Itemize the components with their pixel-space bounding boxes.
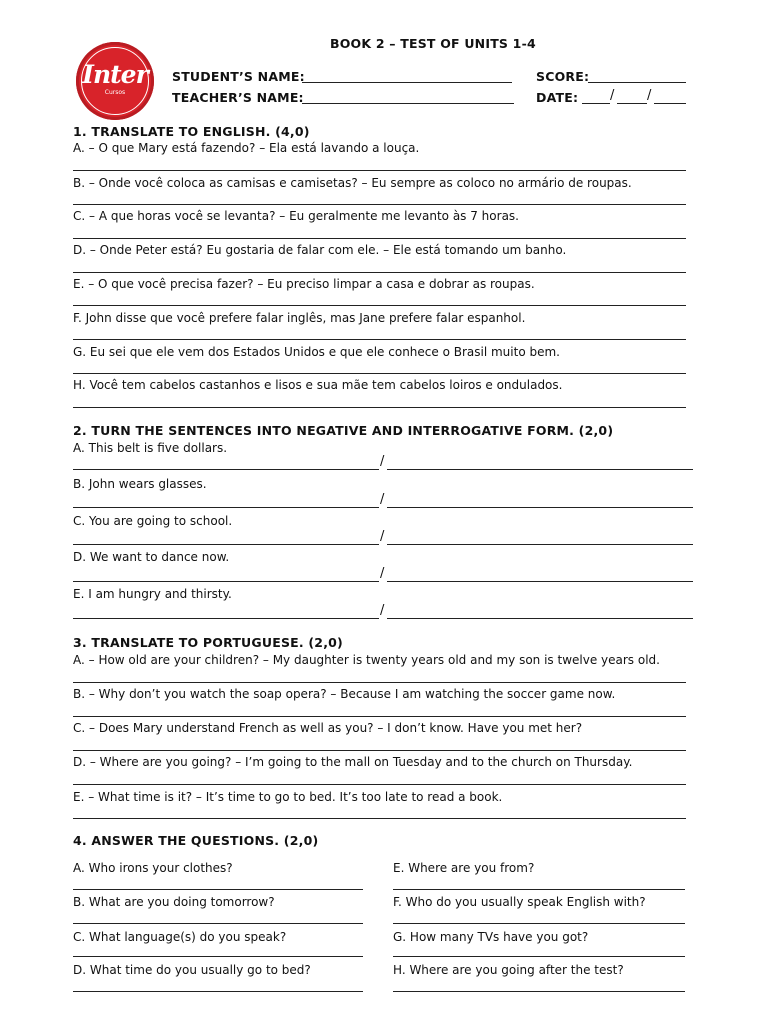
section-3-item-d: D. – Where are you going? – I’m going to the mall on Tuesday and to the church on Thursday. [73, 755, 633, 769]
section-1-item-e: E. – O que você precisa fazer? – Eu preciso limpar a casa e dobrar as roupas. [73, 277, 535, 291]
answer-line[interactable] [73, 170, 686, 171]
section-4-item-c: C. What language(s) do you speak? [73, 930, 287, 944]
answer-line[interactable] [73, 991, 363, 992]
answer-separator: / [380, 454, 385, 469]
answer-separator: / [380, 566, 385, 581]
negative-answer-line[interactable] [73, 469, 379, 470]
section-4-heading: 4. ANSWER THE QUESTIONS. (2,0) [73, 833, 319, 848]
logo-subtext: Cursos [104, 89, 126, 96]
section-3-item-a: A. – How old are your children? – My daughter is twenty years old and my son is twelve years old. [73, 653, 660, 667]
section-4-item-f: F. Who do you usually speak English with? [393, 895, 646, 909]
negative-answer-line[interactable] [73, 507, 379, 508]
answer-separator: / [380, 492, 385, 507]
score-field[interactable] [588, 82, 686, 83]
section-1-item-f: F. John disse que você prefere falar inglês, mas Jane prefere falar espanhol. [73, 311, 526, 325]
date-separator: / [647, 88, 652, 103]
section-4-item-a: A. Who irons your clothes? [73, 861, 233, 875]
answer-separator: / [380, 603, 385, 618]
section-2-item-d: D. We want to dance now. [73, 550, 230, 564]
interrogative-answer-line[interactable] [387, 544, 693, 545]
negative-answer-line[interactable] [73, 618, 379, 619]
section-4-item-e: E. Where are you from? [393, 861, 535, 875]
section-3-item-b: B. – Why don’t you watch the soap opera? – Because I am watching the soccer game now. [73, 687, 616, 701]
date-label: DATE: [536, 90, 579, 105]
negative-answer-line[interactable] [73, 581, 379, 582]
answer-line[interactable] [393, 956, 685, 957]
interrogative-answer-line[interactable] [387, 581, 693, 582]
teacher-name-field[interactable] [302, 103, 514, 104]
section-2-item-b: B. John wears glasses. [73, 477, 207, 491]
section-1-item-d: D. – Onde Peter está? Eu gostaria de falar com ele. – Ele está tomando um banho. [73, 243, 567, 257]
date-separator: / [610, 88, 615, 103]
answer-line[interactable] [73, 750, 686, 751]
answer-line[interactable] [73, 238, 686, 239]
section-1-item-b: B. – Onde você coloca as camisas e camisetas? – Eu sempre as coloco no armário de roupas. [73, 176, 632, 190]
answer-line[interactable] [73, 305, 686, 306]
answer-line[interactable] [73, 889, 363, 890]
section-4-item-g: G. How many TVs have you got? [393, 930, 589, 944]
answer-line[interactable] [393, 889, 685, 890]
inter-logo [76, 42, 154, 120]
section-4-item-h: H. Where are you going after the test? [393, 963, 624, 977]
logo-text: Inter [82, 60, 148, 89]
section-4-item-d: D. What time do you usually go to bed? [73, 963, 311, 977]
answer-line[interactable] [393, 923, 685, 924]
date-month-field[interactable] [617, 103, 647, 104]
answer-line[interactable] [73, 339, 686, 340]
date-day-field[interactable] [582, 103, 610, 104]
answer-line[interactable] [73, 682, 686, 683]
negative-answer-line[interactable] [73, 544, 379, 545]
section-3-item-c: C. – Does Mary understand French as well as you? – I don’t know. Have you met her? [73, 721, 583, 735]
page-title: BOOK 2 – TEST OF UNITS 1-4 [330, 36, 536, 51]
interrogative-answer-line[interactable] [387, 469, 693, 470]
section-2-heading: 2. TURN THE SENTENCES INTO NEGATIVE AND INTERROGATIVE FORM. (2,0) [73, 423, 614, 438]
teacher-name-label: TEACHER’S NAME: [172, 90, 304, 105]
score-label: SCORE: [536, 69, 590, 84]
answer-line[interactable] [73, 784, 686, 785]
section-1-item-h: H. Você tem cabelos castanhos e lisos e sua mãe tem cabelos loiros e ondulados. [73, 378, 563, 392]
section-2-item-e: E. I am hungry and thirsty. [73, 587, 232, 601]
answer-separator: / [380, 529, 385, 544]
answer-line[interactable] [73, 818, 686, 819]
answer-line[interactable] [73, 272, 686, 273]
section-3-heading: 3. TRANSLATE TO PORTUGUESE. (2,0) [73, 635, 343, 650]
section-3-item-e: E. – What time is it? – It’s time to go to bed. It’s too late to read a book. [73, 790, 503, 804]
section-2-item-c: C. You are going to school. [73, 514, 233, 528]
section-4-item-b: B. What are you doing tomorrow? [73, 895, 275, 909]
section-1-item-a: A. – O que Mary está fazendo? – Ela está lavando a louça. [73, 141, 420, 155]
section-1-item-g: G. Eu sei que ele vem dos Estados Unidos e que ele conhece o Brasil muito bem. [73, 345, 560, 359]
answer-line[interactable] [73, 716, 686, 717]
answer-line[interactable] [393, 991, 685, 992]
section-1-heading: 1. TRANSLATE TO ENGLISH. (4,0) [73, 124, 310, 139]
student-name-label: STUDENT’S NAME: [172, 69, 305, 84]
answer-line[interactable] [73, 923, 363, 924]
answer-line[interactable] [73, 407, 686, 408]
date-year-field[interactable] [654, 103, 686, 104]
section-1-item-c: C. – A que horas você se levanta? – Eu geralmente me levanto às 7 horas. [73, 209, 519, 223]
section-2-item-a: A. This belt is five dollars. [73, 441, 228, 455]
answer-line[interactable] [73, 956, 363, 957]
interrogative-answer-line[interactable] [387, 618, 693, 619]
interrogative-answer-line[interactable] [387, 507, 693, 508]
student-name-field[interactable] [302, 82, 512, 83]
answer-line[interactable] [73, 204, 686, 205]
answer-line[interactable] [73, 373, 686, 374]
